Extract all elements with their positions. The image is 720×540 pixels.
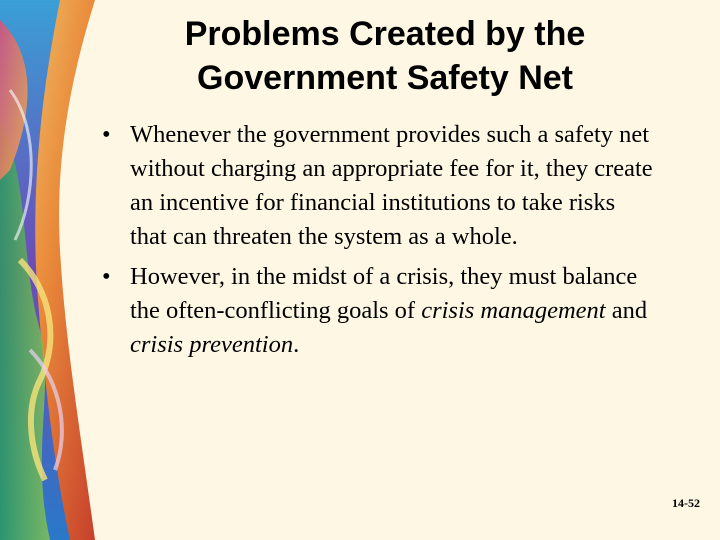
bullet-item-1 xyxy=(96,118,656,254)
emphasis-crisis-management: crisis management xyxy=(421,297,606,324)
bullet-text: Whenever the government provides such a safety net without charging an appropriate fee for it, they create an incentive for financial institutions to take risks that can threaten the system as a whole. xyxy=(130,121,653,250)
bullet-list xyxy=(96,118,656,362)
bullet-text: However, in the midst of a crisis, they must balance the often-conflicting goals of crisis management and crisis prevention. xyxy=(130,263,648,358)
bullet-item-2 xyxy=(96,260,656,362)
title-line-1: Problems Created by the xyxy=(184,15,586,53)
slide-title xyxy=(120,12,650,100)
page-number: 14-52 xyxy=(672,496,700,510)
title-line-2: Government Safety Net xyxy=(197,59,573,97)
emphasis-crisis-prevention: crisis prevention xyxy=(130,331,294,358)
bullet-marker: • xyxy=(102,121,111,148)
bullet-marker: • xyxy=(102,263,111,290)
